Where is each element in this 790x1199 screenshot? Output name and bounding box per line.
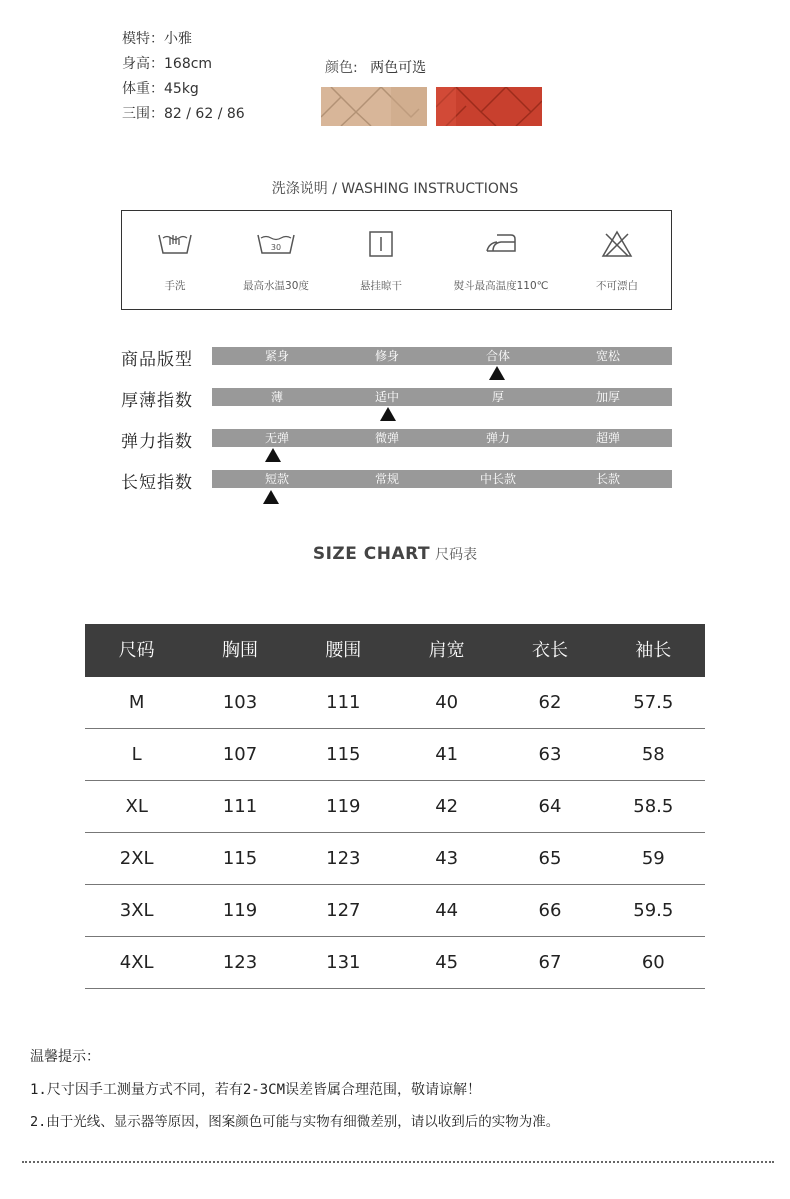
table-cell: 41 — [435, 744, 459, 765]
length-option: 常规 — [374, 472, 399, 486]
tips-title: 温馨提示： — [30, 1049, 100, 1065]
wash-label: 悬挂晾干 — [360, 280, 402, 292]
table-cell: 44 — [435, 900, 459, 921]
model-measurements: 三围：82 / 62 / 86 — [122, 106, 245, 122]
table-cell: 40 — [435, 692, 459, 713]
washing-instructions-box — [121, 210, 672, 310]
table-cell: 119 — [326, 796, 361, 817]
fit-option: 合体 — [485, 349, 510, 363]
color-label: 颜色: — [325, 60, 358, 76]
hand-wash-icon — [157, 229, 193, 257]
table-cell: 119 — [222, 900, 258, 921]
wash-label: 不可漂白 — [596, 280, 638, 292]
tips-line-1: 1.尺寸因手工测量方式不同，若有2-3CM误差皆属合理范围，敬请谅解！ — [30, 1082, 481, 1098]
thickness-option: 适中 — [374, 390, 399, 404]
table-row — [85, 677, 705, 729]
size-chart-title — [0, 544, 790, 564]
wash-item-no-bleach — [584, 211, 650, 309]
table-row — [85, 937, 705, 989]
fit-option: 紧身 — [264, 349, 289, 363]
header-cell: 胸围 — [221, 640, 258, 661]
header-cell: 肩宽 — [428, 640, 465, 661]
length-index-bar — [212, 470, 672, 488]
elasticity-option: 超弹 — [595, 431, 620, 445]
table-cell: 107 — [222, 744, 258, 765]
svg-text:30: 30 — [270, 243, 282, 252]
table-cell: 58.5 — [633, 796, 674, 817]
size-chart-title-en: SIZE CHART — [312, 544, 431, 564]
length-option: 中长款 — [479, 472, 516, 486]
table-cell: 103 — [222, 692, 258, 713]
size-table-header — [85, 624, 705, 677]
model-height: 身高：168cm — [122, 56, 213, 72]
header-cell: 腰围 — [325, 640, 362, 661]
header-cell: 衣长 — [531, 640, 568, 661]
table-cell: 115 — [326, 744, 361, 765]
color-swatch-red[interactable] — [436, 87, 542, 126]
length-marker-icon — [263, 490, 279, 504]
thickness-marker-icon — [380, 407, 396, 421]
table-cell: 123 — [222, 952, 258, 973]
table-row — [85, 729, 705, 781]
washing-title: 洗涤说明 / WASHING INSTRUCTIONS — [271, 181, 519, 197]
table-cell: 2XL — [119, 848, 154, 869]
table-cell: 123 — [326, 848, 361, 869]
table-cell: 42 — [435, 796, 459, 817]
color-info — [325, 57, 426, 77]
table-cell: 3XL — [119, 900, 154, 921]
wash-item-hang-dry — [348, 211, 414, 309]
thickness-index-label: 厚薄指数 — [121, 391, 193, 411]
fit-option: 修身 — [374, 349, 399, 363]
fit-index-bar — [212, 347, 672, 365]
table-cell: 60 — [641, 952, 665, 973]
model-name: 模特：小雅 — [122, 31, 192, 47]
table-cell: XL — [125, 796, 148, 817]
table-cell: 43 — [435, 848, 459, 869]
color-value: 两色可选 — [370, 60, 427, 76]
length-index-label: 长短指数 — [121, 473, 193, 493]
tips-line-2: 2.由于光线、显示器等原因，图案颜色可能与实物有细微差别，请以收到后的实物为准。 — [30, 1114, 560, 1130]
model-weight: 体重：45kg — [122, 81, 199, 97]
header-cell: 袖长 — [635, 640, 672, 661]
table-cell: 4XL — [119, 952, 154, 973]
fit-marker-icon — [489, 366, 505, 380]
wash-label: 熨斗最高温度110℃ — [453, 280, 549, 292]
table-cell: 127 — [326, 900, 361, 921]
iron-icon — [483, 229, 519, 257]
table-row — [85, 885, 705, 937]
no-bleach-icon — [601, 229, 633, 259]
table-cell: 64 — [538, 796, 562, 817]
size-chart-title-cn: 尺码表 — [435, 547, 478, 563]
table-cell: 58 — [641, 744, 665, 765]
header-cell: 尺码 — [118, 640, 155, 661]
elasticity-index-bar — [212, 429, 672, 447]
table-cell: 59.5 — [633, 900, 674, 921]
wash-label: 手洗 — [164, 280, 186, 292]
table-cell: 111 — [222, 796, 258, 817]
hang-dry-icon — [367, 229, 395, 259]
table-cell: 66 — [538, 900, 562, 921]
table-row — [85, 781, 705, 833]
table-cell: 57.5 — [633, 692, 674, 713]
table-cell: L — [131, 744, 142, 765]
thickness-option: 厚 — [491, 390, 504, 404]
dotted-divider — [22, 1161, 774, 1163]
elasticity-option: 无弹 — [264, 431, 289, 445]
table-cell: M — [128, 692, 145, 713]
thickness-index-bar — [212, 388, 672, 406]
elasticity-option: 弹力 — [485, 431, 510, 445]
table-cell: 111 — [326, 692, 361, 713]
color-swatch-beige[interactable] — [321, 87, 427, 126]
wash-30-icon — [256, 229, 296, 257]
length-option: 长款 — [595, 472, 620, 486]
elasticity-option: 微弹 — [374, 431, 399, 445]
size-table — [85, 624, 705, 989]
table-cell: 59 — [641, 848, 665, 869]
wash-item-hand-wash — [142, 211, 208, 309]
wash-label: 最高水温30度 — [243, 280, 309, 292]
table-row — [85, 833, 705, 885]
fit-option: 宽松 — [595, 349, 620, 363]
wash-item-iron — [438, 211, 564, 309]
table-cell: 131 — [326, 952, 361, 973]
elasticity-index-label: 弹力指数 — [121, 432, 193, 452]
thickness-option: 加厚 — [595, 390, 620, 404]
table-cell: 65 — [538, 848, 562, 869]
table-cell: 63 — [538, 744, 562, 765]
table-cell: 45 — [435, 952, 459, 973]
table-cell: 115 — [222, 848, 258, 869]
wash-item-30 — [228, 211, 324, 309]
thickness-option: 薄 — [270, 390, 283, 404]
length-option: 短款 — [264, 472, 289, 486]
table-cell: 67 — [538, 952, 562, 973]
fit-index-label: 商品版型 — [121, 350, 193, 370]
table-cell: 62 — [538, 692, 562, 713]
elasticity-marker-icon — [265, 448, 281, 462]
